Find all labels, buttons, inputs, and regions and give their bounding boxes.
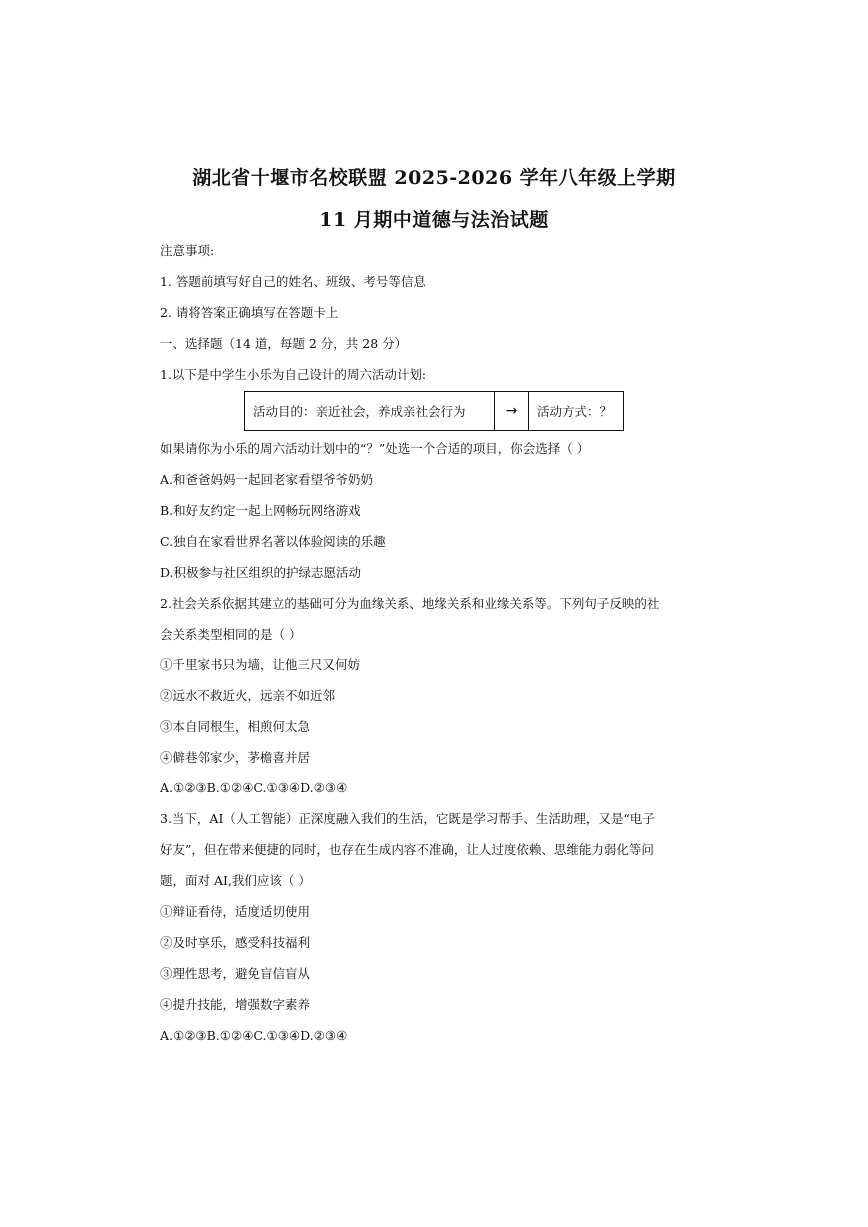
q3-item-2: ②及时享乐，感受科技福利: [160, 935, 311, 950]
q3-answers: A.①②③B.①②④C.①③④D.②③④: [160, 1028, 348, 1043]
notes-item-1: 1. 答题前填写好自己的姓名、班级、考号等信息: [160, 274, 426, 289]
q3-stem-line1: 3.当下，AI（人工智能）正深度融入我们的生活，它既是学习帮手、生活助理，又是“电子: [160, 811, 655, 826]
q1-option-d: D.积极参与社区组织的护绿志愿活动: [160, 565, 362, 580]
q1-box-purpose: 活动目的：亲近社会，养成亲社会行为: [245, 392, 495, 430]
q2-stem-line1: 2.社会关系依据其建立的基础可分为血缘关系、地缘关系和业缘关系等。下列句子反映的社: [160, 596, 660, 611]
q2-item-4: ④僻巷邻家少，茅檐喜并居: [160, 750, 311, 765]
exam-title-line2: 11 月期中道德与法治试题: [319, 209, 549, 231]
notes-heading: 注意事项:: [160, 243, 215, 258]
q3-stem-line2: 好友”，但在带来便捷的同时，也存在生成内容不准确，让人过度依赖、思维能力弱化等问: [160, 842, 654, 857]
notes-item-2: 2. 请将答案正确填写在答题卡上: [160, 305, 339, 320]
q1-option-b: B.和好友约定一起上网畅玩网络游戏: [160, 503, 361, 518]
q3-stem-line3: 题，面对 AI,我们应该（ ）: [160, 873, 311, 888]
section-heading: 一、选择题（14 道，每题 2 分，共 28 分）: [160, 336, 408, 351]
q1-option-c: C.独自在家看世界名著以体验阅读的乐趣: [160, 534, 386, 549]
q1-prompt: 如果请你为小乐的周六活动计划中的“？”处选一个合适的项目，你会选择（ ）: [160, 441, 590, 456]
q2-stem-line2: 会关系类型相同的是（ ）: [160, 627, 302, 642]
arrow-right-icon: →: [495, 392, 529, 430]
q2-item-3: ③本自同根生，相煎何太急: [160, 719, 311, 734]
q1-option-a: A.和爸爸妈妈一起回老家看望爷爷奶奶: [160, 472, 374, 487]
q2-item-1: ①千里家书只为墙，让他三尺又何妨: [160, 657, 361, 672]
q3-item-3: ③理性思考，避免盲信盲从: [160, 966, 311, 981]
q3-item-4: ④提升技能，增强数字素养: [160, 997, 311, 1012]
q3-item-1: ①辩证看待，适度适切使用: [160, 904, 311, 919]
q1-box-method: 活动方式：？: [537, 404, 613, 419]
q2-answers: A.①②③B.①②④C.①③④D.②③④: [160, 780, 348, 795]
q1-activity-plan-box: [244, 391, 624, 431]
q2-item-2: ②远水不救近火，远亲不如近邻: [160, 688, 336, 703]
exam-title-line1: 湖北省十堰市名校联盟 2025-2026 学年八年级上学期: [192, 167, 676, 189]
q1-stem: 1.以下是中学生小乐为自己设计的周六活动计划:: [160, 367, 427, 382]
